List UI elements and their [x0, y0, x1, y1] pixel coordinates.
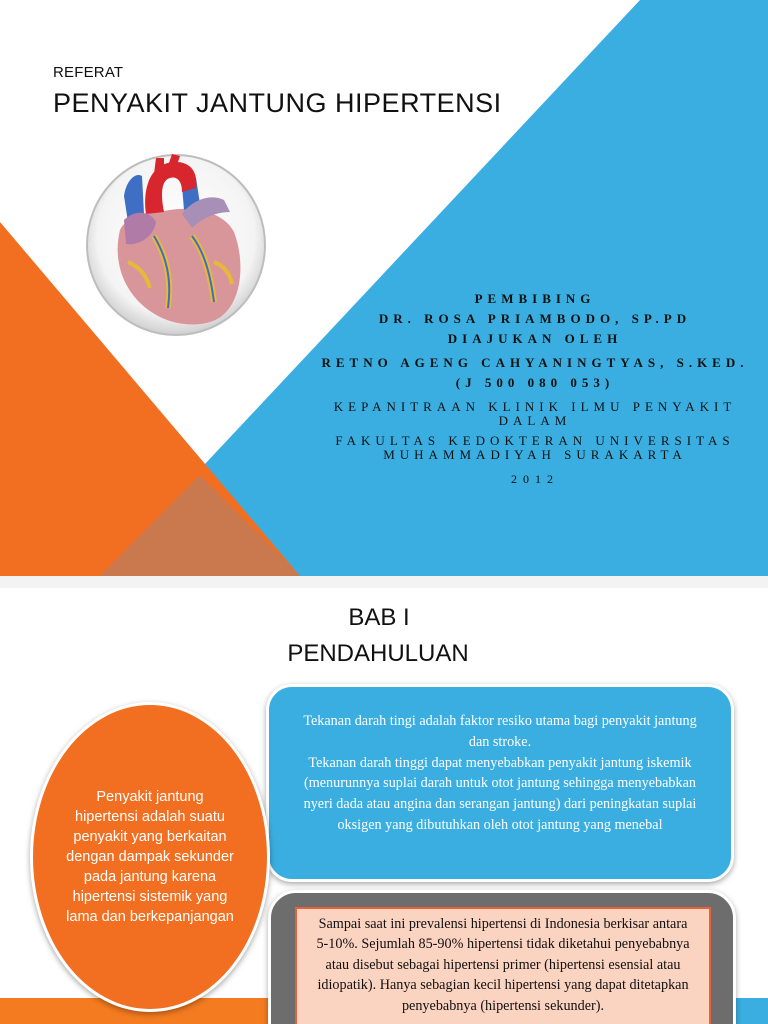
diajukan-label: DIAJUKAN OLEH — [447, 331, 623, 346]
chapter-title — [0, 600, 768, 672]
risk-factor-text: Tekanan darah tingi adalah faktor resiko utama bagi penyakit jantung dan stroke. Tekanan darah tinggi dapat menyebabkan penyakit jantung iskemik (menurunnya suplai darah untuk otot jantung sehingga menyebabkan nyeri dada atau angina dan serangan jantung) dari peningkatan suplai oksigen yang dibutuhkan oleh otot jantung yang menebal — [303, 713, 697, 833]
pembibing-label: PEMBIBING — [474, 291, 596, 306]
prevalence-text: Sampai saat ini prevalensi hipertensi di Indonesia berkisar antara 5-10%. Sejumlah 85-90% hipertensi tidak diketahui penyebabnya atau disebut sebagai hipertensi primer (hipertensi esensial atau idiopatik). Hanya sebagian kecil hipertensi yang dapat ditetapkan penyebabnya (hipertensi sekunder). — [316, 916, 690, 1014]
prevalence-panel — [295, 907, 711, 1024]
slide-title: PENYAKIT JANTUNG HIPERTENSI — [53, 88, 502, 118]
heart-icon — [84, 152, 268, 338]
heart-image — [84, 152, 268, 338]
faculty-name: FAKULTAS KEDOKTERAN UNIVERSITAS MUHAMMADIYAH SURAKARTA — [335, 433, 735, 462]
chapter-name: PENDAHULUAN — [287, 640, 469, 667]
prevalence-box — [268, 890, 736, 1024]
student-id: (J 500 080 053) — [455, 375, 615, 390]
chapter-number: BAB I — [348, 604, 410, 631]
department-name: KEPANITRAAN KLINIK ILMU PENYAKIT DALAM — [333, 399, 737, 428]
supervisor-name: DR. ROSA PRIAMBODO, SP.PD — [378, 311, 692, 326]
year-label: 2012 — [511, 472, 559, 486]
author-name: RETNO AGENG CAHYANINGTYAS, S.KED. — [321, 355, 749, 370]
intro-slide — [0, 588, 768, 1024]
risk-factor-box — [266, 684, 734, 882]
slide-kicker: REFERAT — [53, 64, 124, 81]
definition-text: Penyakit jantung hipertensi adalah suatu penyakit yang berkaitan dengan dampak sekunder pada jantung karena hipertensi sistemik yang lama dan berkepanjangan — [66, 789, 234, 925]
definition-oval — [30, 702, 270, 1012]
credits-block — [300, 292, 768, 486]
